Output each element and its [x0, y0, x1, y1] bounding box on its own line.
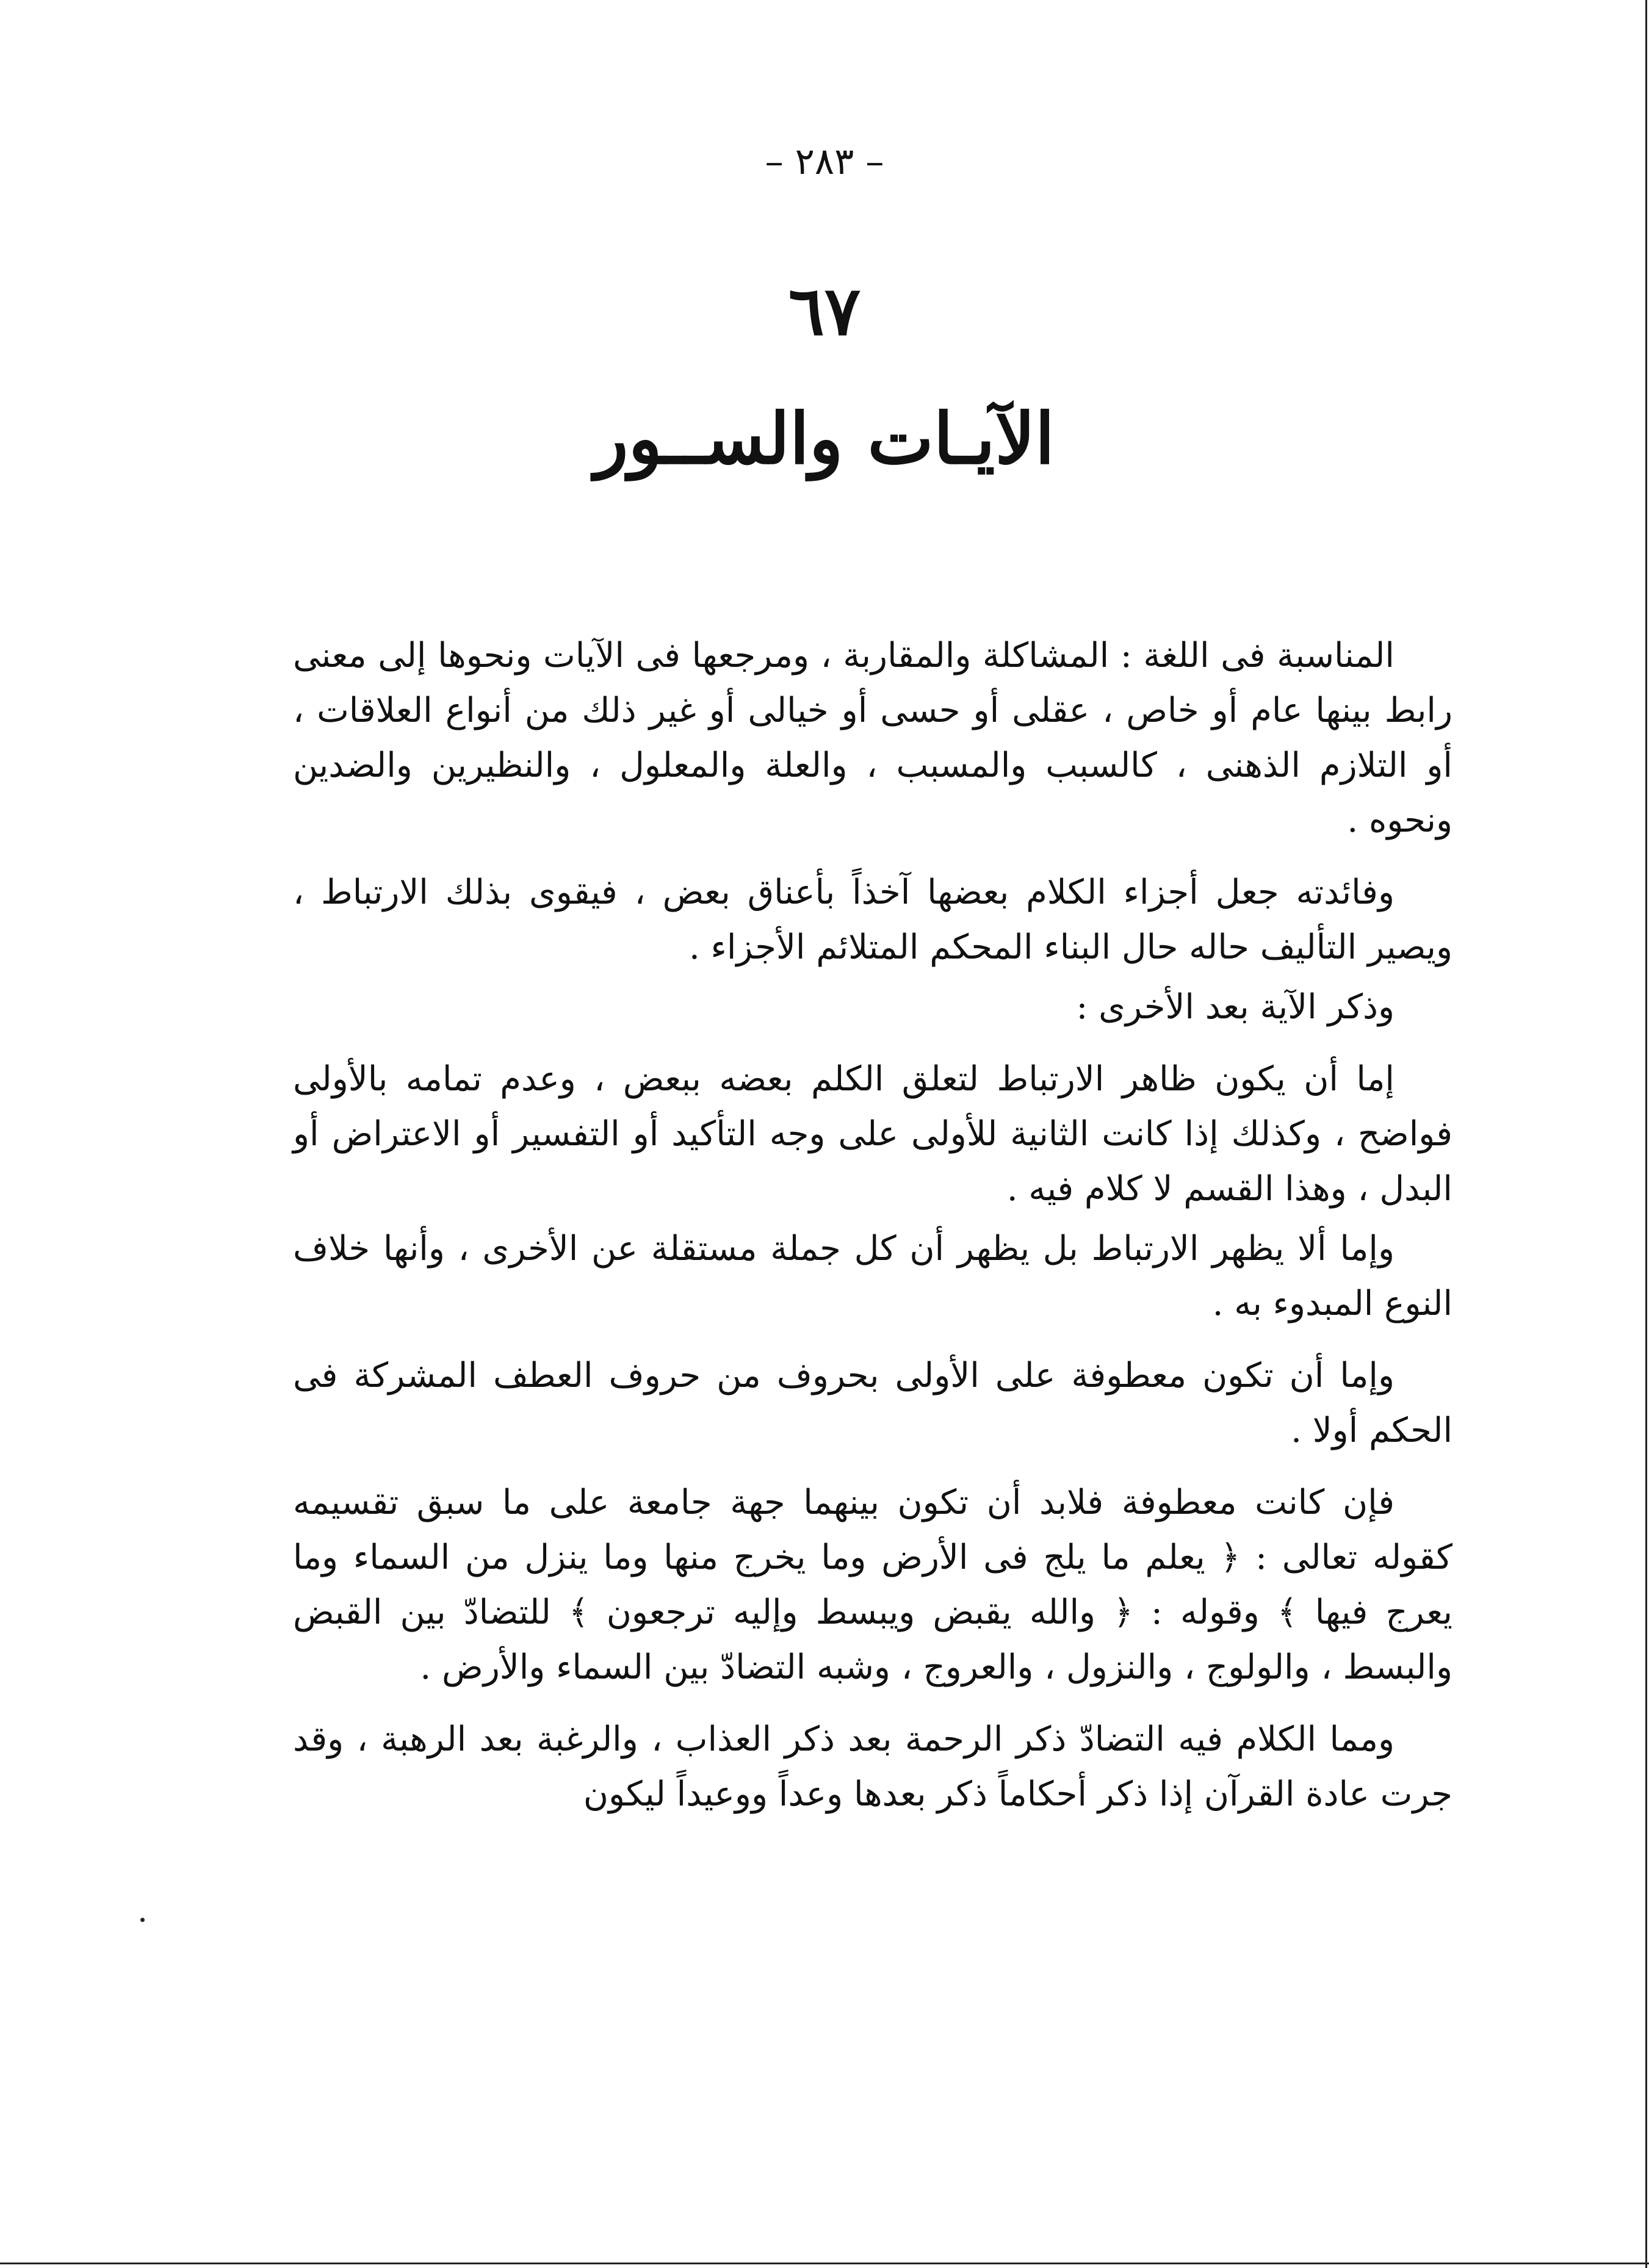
scan-speck [140, 1918, 145, 1922]
paragraph-case-unclear: وإما ألا يظهر الارتباط بل يظهر أن كل جملة مستقلة عن الأخرى ، وأنها خلاف النوع المبدوء به . [293, 1229, 1452, 1323]
body-text [293, 628, 1452, 1839]
chapter-number: ٦٧ [788, 272, 861, 350]
page-number: – ٢٨٣ – [765, 140, 884, 183]
paragraph-benefit: وفائدته جعل أجزاء الكلام بعضها آخذاً بأعناق بعض ، فيقوى بذلك الارتباط ، ويصير التأليف حاله حال البناء المحكم المتلائم الأجزاء . [293, 873, 1452, 967]
paragraph-conjoined-example: فإن كانت معطوفة فلابد أن تكون بينهما جهة جامعة على ما سبق تقسيمه كقوله تعالى : ﴿ يعلم ما يلج فى الأرض وما يخرج منها وما ينزل من السماء وما يعرج فيها ﴾ وقوله : ﴿ والله يقبض ويبسط وإليه ترجعون ﴾ للتضادّ بين القبض والبسط ، والولوج ، والنزول ، والعروج ، وشبه التضادّ بين السماء والأرض . [293, 1483, 1452, 1687]
paragraph-case-conjunction: وإما أن تكون معطوفة على الأولى بحروف من حروف العطف المشركة فى الحكم أولا . [293, 1356, 1452, 1450]
chapter-title: الآيـات والســور [594, 398, 1055, 480]
paragraph-definition: المناسبة فى اللغة : المشاكلة والمقاربة ، ومرجعها فى الآيات ونحوها إلى معنى رابط بينها عام أو خاص ، عقلى أو حسى أو خيالى أو غير ذلك من أنواع العلاقات ، أو التلازم الذهنى ، كالسبب والمسبب ، والعلة والمعلول ، والنظيرين والضدين ونحوه . [293, 636, 1453, 840]
paragraph-intro-cases: وذكر الآية بعد الأخرى : [1076, 987, 1395, 1027]
paragraph-contrast: ومما الكلام فيه التضادّ ذكر الرحمة بعد ذكر العذاب ، والرغبة بعد الرهبة ، وقد جرت عادة القرآن إذا ذكر أحكاماً ذكر بعدها وعداً ووعيداً ليكون [293, 1719, 1452, 1814]
page-edge-bottom [0, 2263, 1649, 2264]
paragraph-case-clear: إما أن يكون ظاهر الارتباط لتعلق الكلم بعضه ببعض ، وعدم تمامه بالأولى فواضح ، وكذلك إذا كانت الثانية للأولى على وجه التأكيد أو التفسير أو الاعتراض أو البدل ، وهذا القسم لا كلام فيه . [293, 1059, 1452, 1209]
